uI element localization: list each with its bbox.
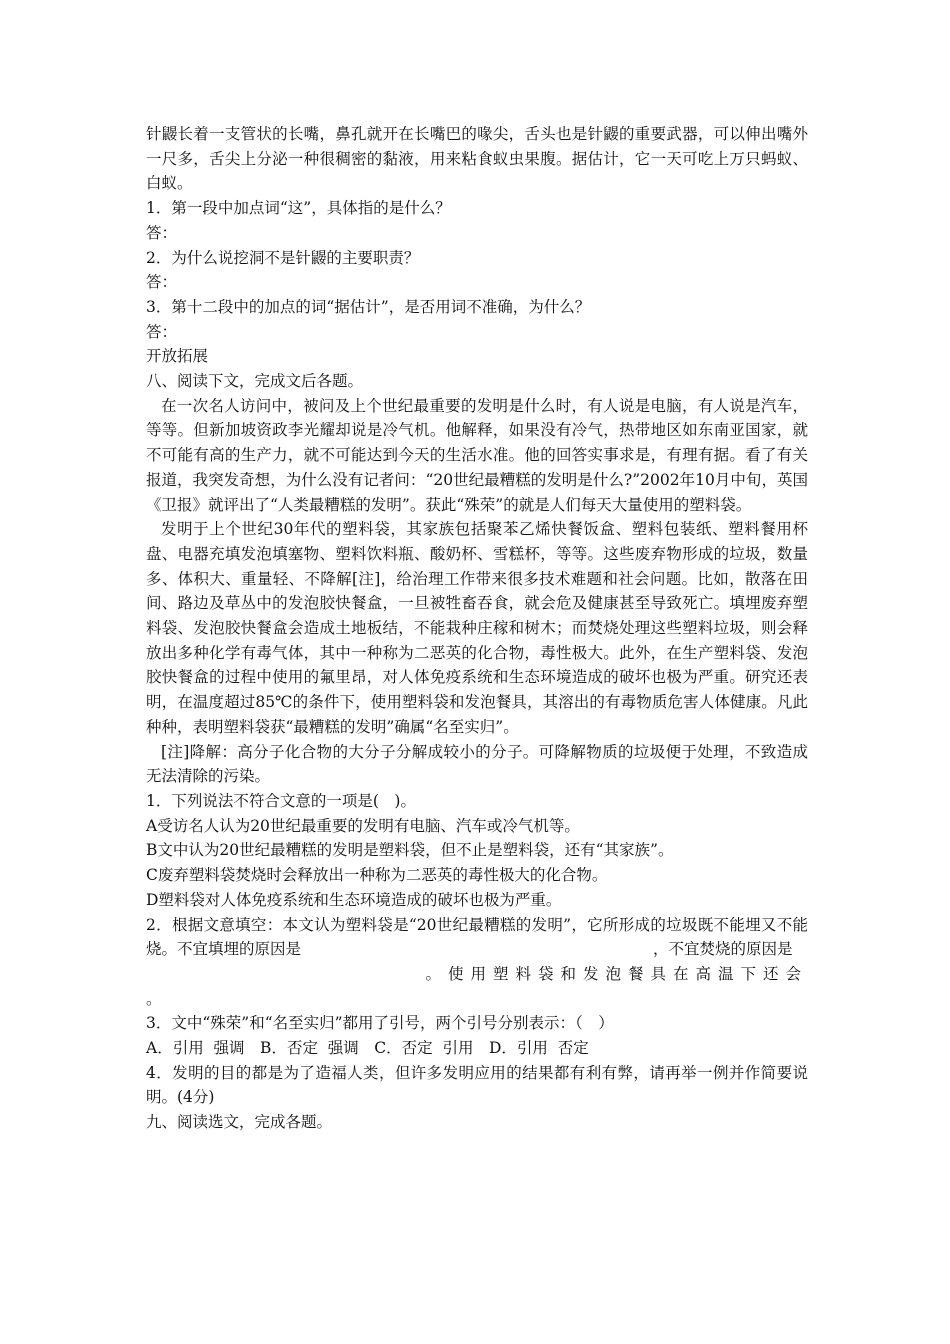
- option-c: C废弃塑料袋焚烧时会释放出一种称为二恶英的毒性极大的化合物。: [146, 866, 608, 885]
- section-9-title: 九、阅读选文，完成各题。: [146, 1113, 333, 1132]
- question-2-end: 。: [146, 989, 162, 1008]
- intro-paragraph: 针鼹长着一支管状的长嘴，鼻孔就开在长嘴巴的喙尖，舌头也是针鼹的重要武器，可以伸出嘴外一尺多，舌尖上分泌一种很稠密的黏液，用来粘食蚁虫果腹。据估计，它一天可吃上万只蚂蚁、白蚁。: [146, 125, 808, 193]
- option-b: B文中认为20世纪最糟糕的发明是塑料袋，但不止是塑料袋，还有“其家族”。: [146, 841, 674, 860]
- answer-label-1: 答：: [146, 223, 178, 242]
- answer-label-2: 答：: [146, 273, 178, 292]
- section-8-question-1: 1．下列说法不符合文意的一项是( )。: [146, 791, 416, 810]
- section-8-paragraph-2: 发明于上个世纪30年代的塑料袋，其家族包括聚苯乙烯快餐饭盒、塑料包装纸、塑料餐用杯盘、电器充填发泡填塞物、塑料饮料瓶、酸奶杯、雪糕杯，等等。这些废弃物形成的垃圾，数量多、体积大、重量轻、不降解[注]，给治理工作带来很多技术难题和社会问题。比如，散落在田间、路边及草丛中的发泡胶快餐盒，一旦被牲畜吞食，就会危及健康甚至导致死亡。填埋废弃塑料袋、发泡胶快餐盒会造成土地板结，不能栽种庄稼和树木；而焚烧处理这些塑料垃圾，则会释放出多种化学有毒气体，其中一种称为二恶英的化合物，毒性极大。此外，在生产塑料袋、发泡胶快餐盒的过程中使用的氟里昂，对人体免疫系统和生态环境造成的破坏也极为严重。研究还表明，在温度超过85℃的条件下，使用塑料袋和发泡餐具，其溶出的有毒物质危害人体健康。凡此种种，表明塑料袋获“最糟糕的发明”确属“名至实归”。: [146, 520, 808, 736]
- question-3-options: A．引用 强调 B．否定 强调 C．否定 引用 D．引用 否定: [146, 1039, 589, 1058]
- question-2-text-2: ，不宜焚烧的原因是: [653, 940, 793, 959]
- section-8-note: [注]降解：高分子化合物的大分子分解成较小的分子。可降解物质的垃圾便于处理，不致造成无法清除的污染。: [146, 742, 808, 786]
- question-2-text: 2．根据文意填空：本文认为塑料袋是“20世纪最糟糕的发明”，它所形成的垃圾既不能埋又不能烧。不宜填埋的原因是: [146, 915, 808, 959]
- option-d: D塑料袋对人体免疫系统和生态环境造成的破坏也极为严重。: [146, 890, 562, 909]
- answer-label-3: 答：: [146, 322, 178, 341]
- question-2-text-3: 。使用塑料袋和发泡餐具在高温下还会: [425, 964, 808, 983]
- question-3: 3．第十二段中的加点的词“据估计”，是否用词不准确，为什么？: [146, 297, 591, 316]
- document-page: [146, 122, 808, 1135]
- section-8-question-3: 3．文中“殊荣”和“名至实归”都用了引号，两个引号分别表示：（ ）: [146, 1014, 614, 1033]
- section-8-question-2: [146, 913, 808, 962]
- section-8-question-4: 4．发明的目的都是为了造福人类，但许多发明应用的结果都有利有弊，请再举一例并作简要说明。(4分): [146, 1063, 808, 1107]
- fill-blank-line-2: [146, 962, 808, 987]
- section-8-title: 八、阅读下文，完成文后各题。: [146, 372, 364, 391]
- option-a: A受访名人认为20世纪最重要的发明有电脑、汽车或冷气机等。: [146, 816, 580, 835]
- question-1: 1．第一段中加点词“这”，具体指的是什么？: [146, 199, 451, 218]
- section-8-paragraph-1: 在一次名人访问中，被问及上个世纪最重要的发明是什么时，有人说是电脑，有人说是汽车，等等。但新加坡资政李光耀却说是冷气机。他解释，如果没有冷气，热带地区如东南亚国家，就不可能有高的生产力，就不可能达到今天的生活水准。他的回答实事求是，有理有据。看了有关报道，我突发奇想，为什么没有记者问：“20世纪最糟糕的发明是什么?”2002年10月中旬，英国《卫报》就评出了“人类最糟糕的发明”。获此“殊荣”的就是人们每天大量使用的塑料袋。: [146, 396, 808, 514]
- section-heading-open: 开放拓展: [146, 347, 209, 366]
- question-2: 2．为什么说挖洞不是针鼹的主要职责？: [146, 248, 420, 267]
